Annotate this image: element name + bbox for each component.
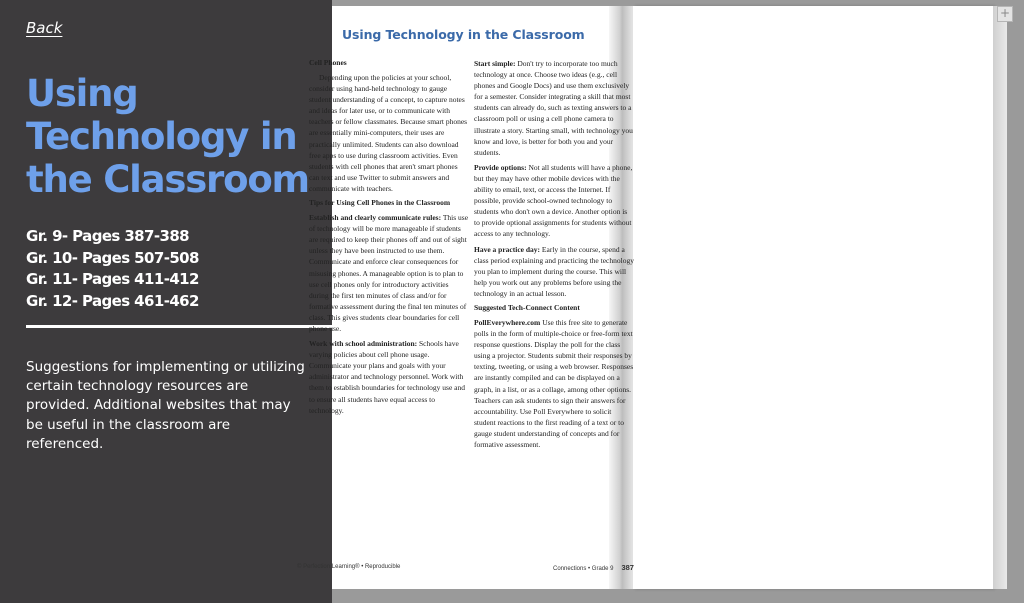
document-title: Using Technology in the Classroom [342,27,585,42]
paragraph-text: Don't try to incorporate too much technology at once. Choose two ideas (e.g., cell phones and Google Docs) and use them exclusively for a semester. Consider integrating a skill that most students can already do, such as texting answers to a classroom poll or using a cell phone camera to illustrate a story. Starting small, with technology you know and love, is better for both you and your students. [474,59,633,157]
document-column-right [474,58,634,454]
grade-item: Gr. 10- Pages 507-508 [26,248,199,267]
title-line-3: the Classroom [26,158,309,201]
paragraph-lead: Start simple: [474,59,516,68]
paragraph-lead: Have a practice day: [474,244,541,254]
paragraph [474,58,634,158]
page-title [26,72,326,201]
description-text: Suggestions for implementing or utilizing certain technology resources are provided. Additional websites that may be useful in the classroom are referenced. [26,359,305,452]
document-column-left [309,58,469,420]
footer-copyright: © Perfection Learning® • Reproducible [297,564,401,570]
grade-item: Gr. 9- Pages 387-388 [26,227,189,245]
paragraph-lead: Provide options: [474,162,527,172]
document-page [633,6,993,589]
footer-book: Connections • Grade 9 [553,566,614,572]
paragraph-text: This use of technology will be more manageable if students are required to keep their phones off and out of sight unless they have been instructed to use them. Communicate and enforce clear consequences for misusing phones. A manageable option is to plan to use cell phones only for introductory activities during the first ten minutes of class and/or for formative assessment during the final ten minutes of class. This gives students clear boundaries for cell phone use. [309,213,469,333]
paragraph-lead: Work with school administration: [309,339,418,349]
paragraph-text: Schools have varying policies about cell phone usage. Communicate your plans and goals with your administrator and technology personnel. Work with them to establish boundaries for technology use and to ensure all students have equal access to technology. [309,339,466,415]
footer-info [553,563,634,572]
title-line-2: Technology in [26,115,297,158]
paragraph: Depending upon the policies at your school, consider using hand-held technology to gauge student understanding of a concept, to capture notes and ideas for later use, or to communicate with teachers or fellow classmates. Because smart phones are essentially mini-computers, their uses are practically unlimited. Students can also download free apps to use during classroom activities. Even students with cell phones that aren't smart phones can text and use Twitter to submit answers and communicate with teachers. [309,73,468,193]
grade-item: Gr. 12- Pages 461-462 [26,291,199,310]
back-link[interactable]: Back [26,19,63,37]
paragraph-lead: Establish and clearly communicate rules: [309,213,442,223]
paragraph [474,162,634,240]
paragraph [474,317,634,450]
paragraph-text: Use this free site to generate polls in the form of multiple-choice or free-form text response questions. Display the poll for the class using a projector. Students submit their responses by texting, tweeting, or using a web browser. Responses are instantly compiled and can be displayed on a graph, in a list, or as a collage, among other options. Teachers can ask students to sign their answers for accountability. Use Poll Everywhere to solicit student reactions to the first reading of a text or to gauge student understanding of concepts and for formative assessment. [474,317,634,449]
grade-page-list [26,226,199,312]
page-number: 387 [621,563,634,572]
section-heading: Cell Phones [309,58,347,67]
grade-item: Gr. 11- Pages 411-412 [26,270,199,288]
paragraph-text: Not all students will have a phone, but they may have other mobile devices with the ability to email, text, or access the Internet. If possible, provide school-owned technology to students who don't own a device. Another option is to provide optional assignments for students without access to any technology. [474,162,633,239]
section-heading: Tips for Using Cell Phones in the Classroom [309,198,451,208]
title-line-1: Using [26,72,138,115]
paragraph [309,212,469,334]
divider [26,325,332,328]
paragraph [309,338,469,416]
page-edge [993,6,1007,589]
paragraph-text: Early in the course, spend a class period explaining and practicing the technology you plan to implement during the course. This will help you work out any problems before using the technology in an actual lesson. [474,244,634,298]
sidebar-panel [0,0,332,603]
paragraph [474,244,634,299]
zoom-in-button[interactable]: + [997,6,1013,22]
paragraph-lead: PollEverywhere.com [474,317,541,327]
section-heading: Suggested Tech-Connect Content [474,302,580,312]
